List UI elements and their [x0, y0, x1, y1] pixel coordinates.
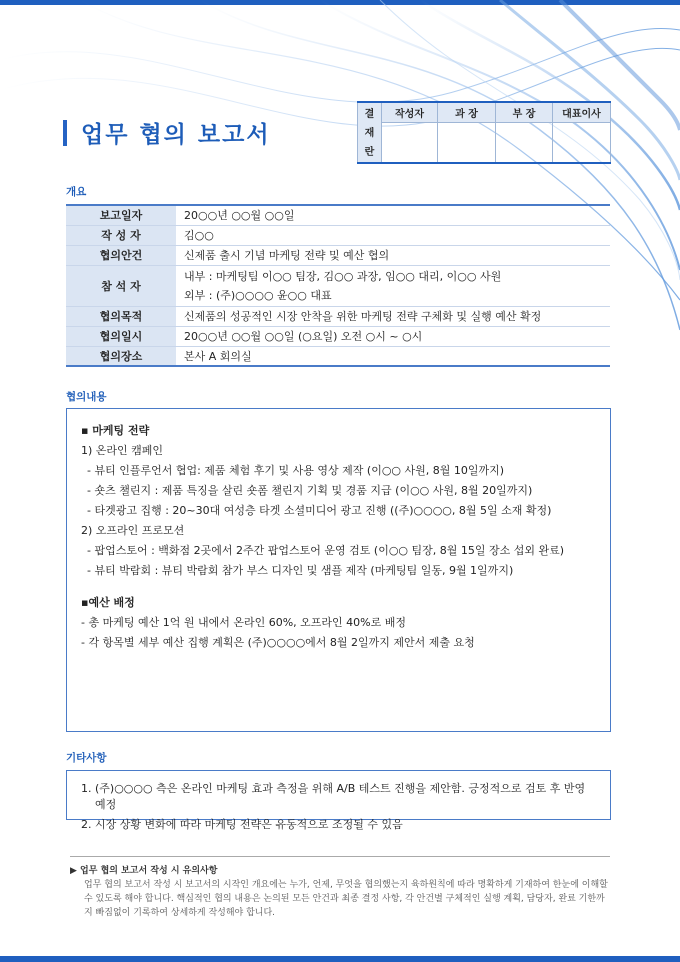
overview-key: 협의장소	[66, 346, 176, 366]
overview-value: 20○○년 ○○월 ○○일 (○요일) 오전 ○시 ~ ○시	[176, 326, 610, 346]
overview-key: 협의안건	[66, 245, 176, 265]
approval-sign-ceo[interactable]	[553, 122, 611, 163]
overview-key: 작 성 자	[66, 225, 176, 245]
note-title: ▶ 업무 협의 보고서 작성 시 유의사항	[70, 866, 218, 876]
spacer	[81, 581, 596, 593]
content-heading: 협의내용	[66, 391, 107, 403]
budget-item: - 각 항목별 세부 예산 집행 계획은 (주)○○○○에서 8월 2일까지 제안서 제출 요청	[81, 636, 475, 649]
overview-value: 신제품의 성공적인 시장 안착을 위한 마케팅 전략 구체화 및 실행 예산 확정	[176, 306, 610, 326]
page-title: 업무 협의 보고서	[81, 122, 271, 148]
approval-sign-director[interactable]	[496, 122, 553, 163]
overview-key: 협의일시	[66, 326, 176, 346]
approval-col-writer: 작성자	[382, 102, 438, 122]
note-body: 업무 협의 보고서 작성 시 보고서의 시작인 개요에는 누가, 언제, 무엇을 협의했는지 육하원칙에 따라 명확하게 기재하여 한눈에 이해할 수 있도록 해야 합니다. 핵심적인 협의 내용은 논의된 모든 안건과 최종 결정 사항, 각 안건별 구체적인 실행 계획, 담당자, 완료 기한까지 빠짐없이 기록하여 상세하게 작성해야 합니다.	[84, 880, 608, 918]
overview-value-attendees	[176, 265, 610, 306]
section-marketing-title: ▪ 마케팅 전략	[81, 424, 150, 437]
online-item: - 타겟광고 집행 : 20~30대 여성층 타겟 소셜미디어 광고 진행 ((주)○○○○, 8월 5일 소재 확정)	[87, 504, 552, 517]
writing-guide-note	[70, 856, 610, 920]
overview-table	[66, 204, 610, 367]
approval-col-director: 부 장	[496, 102, 553, 122]
title-accent-bar	[63, 120, 67, 146]
etc-box	[66, 770, 611, 831]
approval-table	[357, 101, 611, 164]
approval-sign-manager[interactable]	[438, 122, 496, 163]
approval-col-ceo: 대표이사	[553, 102, 611, 122]
bottom-accent-bar	[0, 956, 680, 962]
overview-key: 보고일자	[66, 205, 176, 225]
overview-value: 김○○	[176, 225, 610, 245]
etc-item: 2. 시장 상황 변화에 따라 마케팅 전략은 유동적으로 조정될 수 있음	[81, 818, 403, 831]
section-budget-title: ▪예산 배정	[81, 596, 135, 609]
approval-side-char: 재	[364, 128, 375, 139]
title-block	[63, 116, 271, 149]
online-item: - 뷰티 인플루언서 협업: 제품 체험 후기 및 사용 영상 제작 (이○○ 사원, 8월 10일까지)	[87, 464, 505, 477]
overview-key: 참 석 자	[66, 265, 176, 306]
offline-item: - 뷰티 박람회 : 뷰티 박람회 참가 부스 디자인 및 샘플 제작 (마케팅팀 일동, 9월 1일까지)	[87, 564, 514, 577]
overview-key: 협의목적	[66, 306, 176, 326]
offline-item: - 팝업스토어 : 백화점 2곳에서 2주간 팝업스토어 운영 검토 (이○○ 팀장, 8월 15일 장소 섭외 완료)	[87, 544, 565, 557]
overview-value: 20○○년 ○○월 ○○일	[176, 205, 610, 225]
approval-side-char: 결	[364, 109, 375, 120]
top-accent-bar	[0, 0, 680, 5]
etc-heading: 기타사항	[66, 752, 107, 764]
attendees-internal: 내부 : 마케팅팀 이○○ 팀장, 김○○ 과장, 임○○ 대리, 이○○ 사원	[184, 269, 502, 283]
online-item: - 숏츠 챌린지 : 제품 특징을 살린 숏폼 챌린지 기획 및 경품 지급 (이○○ 사원, 8월 20일까지)	[87, 484, 533, 497]
attendees-external: 외부 : (주)○○○○ 윤○○ 대표	[184, 288, 332, 302]
etc-item: 1. (주)○○○○ 측은 온라인 마케팅 효과 측정을 위해 A/B 테스트 진행을 제안함. 긍정적으로 검토 후 반영 예정	[81, 782, 586, 811]
overview-value: 신제품 출시 기념 마케팅 전략 및 예산 협의	[176, 245, 610, 265]
overview-value: 본사 A 회의실	[176, 346, 610, 366]
overview-heading: 개요	[66, 186, 87, 198]
content-box	[66, 408, 611, 732]
online-title: 1) 온라인 캠페인	[81, 444, 164, 457]
approval-side-char: 란	[364, 147, 375, 158]
approval-side-label	[358, 102, 382, 163]
offline-title: 2) 오프라인 프로모션	[81, 524, 185, 537]
budget-item: - 총 마케팅 예산 1억 원 내에서 온라인 60%, 오프라인 40%로 배정	[81, 616, 406, 629]
approval-sign-writer[interactable]	[382, 122, 438, 163]
approval-col-manager: 과 장	[438, 102, 496, 122]
